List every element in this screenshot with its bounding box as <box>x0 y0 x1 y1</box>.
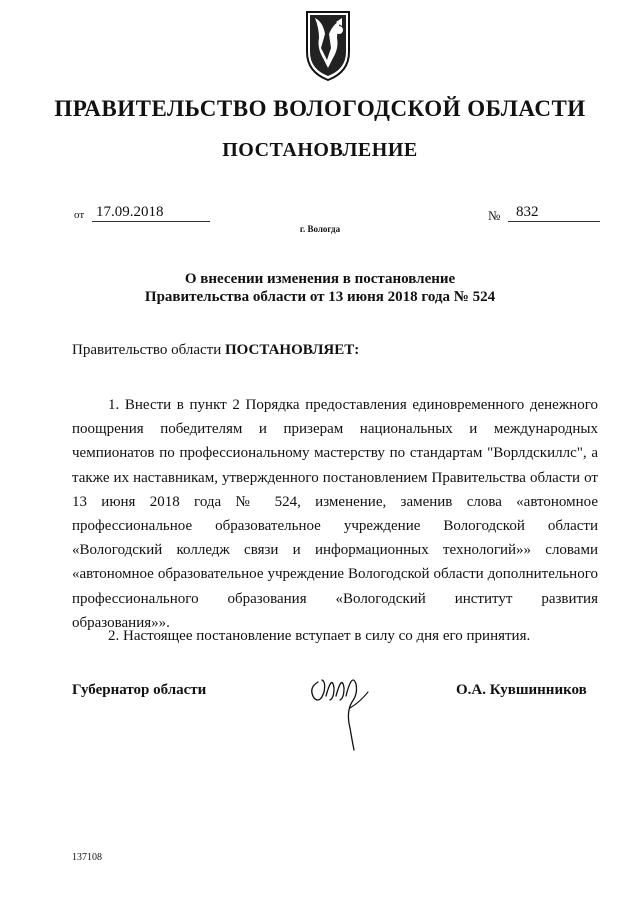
preamble <box>72 342 359 359</box>
subject-line-2: Правительства области от 13 июня 2018 года № 524 <box>144 289 496 305</box>
date-prefix: от <box>74 209 85 221</box>
doc-type: ПОСТАНОВЛЕНИЕ <box>222 139 418 161</box>
city-label: г. Вологда <box>299 224 341 234</box>
signer-name: О.А. Кувшинников <box>456 682 587 698</box>
coat-of-arms-icon <box>301 8 355 84</box>
number-prefix: № <box>488 208 501 223</box>
handwritten-signature <box>306 668 374 752</box>
preamble-bold: ПОСТАНОВЛЯЕТ: <box>224 342 360 358</box>
item-1: 1. Внести в пункт 2 Порядка предоставления единовременного денежного поощрения победителям и призерам национальных и международных чемпионатов по профессиональному мастерству по стандартам "Ворлдскиллс", а также их наставникам, утвержденного постановлением Правительства области от 13 июня 2018 года № 524, изменение, заменив слова «автономное профессиональное образовательное учреждение Вологодской области «Вологодский колледж связи и информационных технологий»» словами «автономное образовательное учреждение Вологодской области дополнительного профессионального образования «Вологодский институт развития образования»». <box>72 397 598 631</box>
preamble-text: Правительство области <box>72 342 225 358</box>
subject-line-1: О внесении изменения в постановление <box>184 271 456 287</box>
number-field: 832 <box>508 204 600 222</box>
item-2: 2. Настоящее постановление вступает в силу со дня его принятия. <box>108 628 531 644</box>
date-field: 17.09.2018 <box>92 204 210 222</box>
subject-heading <box>0 270 640 306</box>
document-code: 137108 <box>72 852 102 863</box>
signer-role: Губернатор области <box>72 682 207 698</box>
org-title: ПРАВИТЕЛЬСТВО ВОЛОГОДСКОЙ ОБЛАСТИ <box>54 96 586 121</box>
